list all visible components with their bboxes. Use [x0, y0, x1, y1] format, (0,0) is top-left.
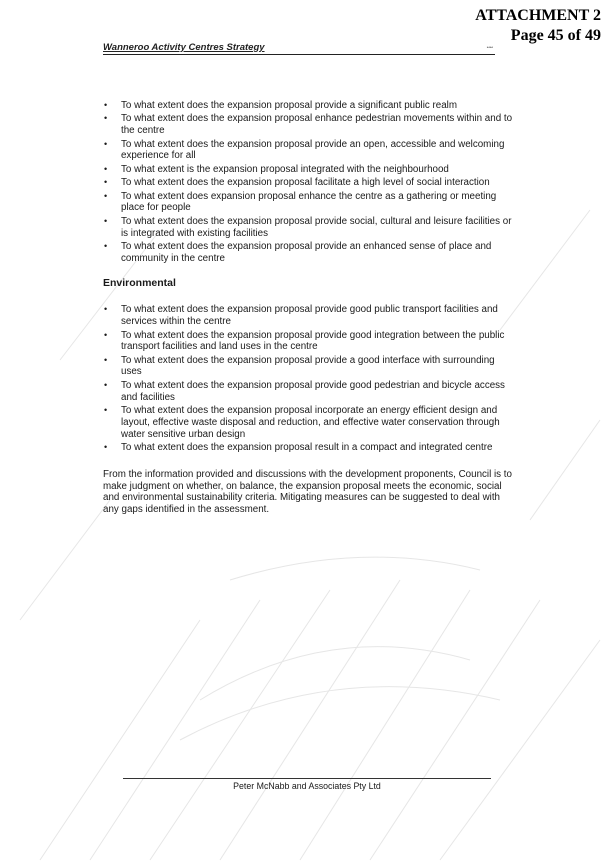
- list-item: • To what extent does the expansion proposal enhance pedestrian movements within and to the centre: [103, 113, 515, 137]
- footer-company: Peter McNabb and Associates Pty Ltd: [233, 781, 381, 791]
- list-item: • To what extent does the expansion proposal provide an enhanced sense of place and community in the centre: [103, 241, 515, 265]
- running-header: [103, 42, 495, 55]
- document-title: Wanneroo Activity Centres Strategy: [103, 42, 265, 53]
- list-item: • To what extent does the expansion proposal incorporate an energy efficient design and layout, effective waste disposal and reduction, and effective water conservation through water sensitive urban design: [103, 405, 515, 440]
- list-item: • To what extent does the expansion proposal provide social, cultural and leisure facilities or is integrated with existing facilities: [103, 216, 515, 240]
- header-mark: ****: [486, 45, 493, 50]
- list-item: • To what extent does the expansion proposal result in a compact and integrated centre: [103, 442, 515, 454]
- list-item: • To what extent does the expansion proposal provide a good interface with surrounding uses: [103, 355, 515, 379]
- list-item: • To what extent does expansion proposal enhance the centre as a gathering or meeting place for people: [103, 191, 515, 215]
- page-body: [103, 100, 515, 526]
- attachment-number: ATTACHMENT 2: [475, 7, 601, 24]
- list-item: • To what extent does the expansion proposal provide good pedestrian and bicycle access and facilities: [103, 380, 515, 404]
- list-item: • To what extent does the expansion proposal provide good integration between the public transport facilities and land uses in the centre: [103, 330, 515, 354]
- list-item: • To what extent is the expansion proposal integrated with the neighbourhood: [103, 164, 515, 176]
- conclusion-paragraph: From the information provided and discussions with the development proponents, Council is to make judgment on whether, on balance, the expansion proposal meets the economic, social and environmental sustainability criteria. Mitigating measures can be suggested to deal with any gaps identified in the assessment.: [103, 468, 512, 516]
- social-criteria-list: [103, 100, 515, 265]
- section-heading-environmental: Environmental: [103, 276, 176, 289]
- environmental-criteria-list: [103, 304, 515, 454]
- footer-divider: [123, 778, 491, 779]
- list-item: • To what extent does the expansion proposal provide good public transport facilities and services within the centre: [103, 304, 515, 328]
- list-item: • To what extent does the expansion proposal provide an open, accessible and welcoming experience for all: [103, 139, 515, 163]
- list-item: • To what extent does the expansion proposal facilitate a high level of social interaction: [103, 177, 515, 189]
- page-number: Page 45 of 49: [510, 27, 601, 44]
- attachment-label: [475, 6, 601, 46]
- list-item: • To what extent does the expansion proposal provide a significant public realm: [103, 100, 515, 112]
